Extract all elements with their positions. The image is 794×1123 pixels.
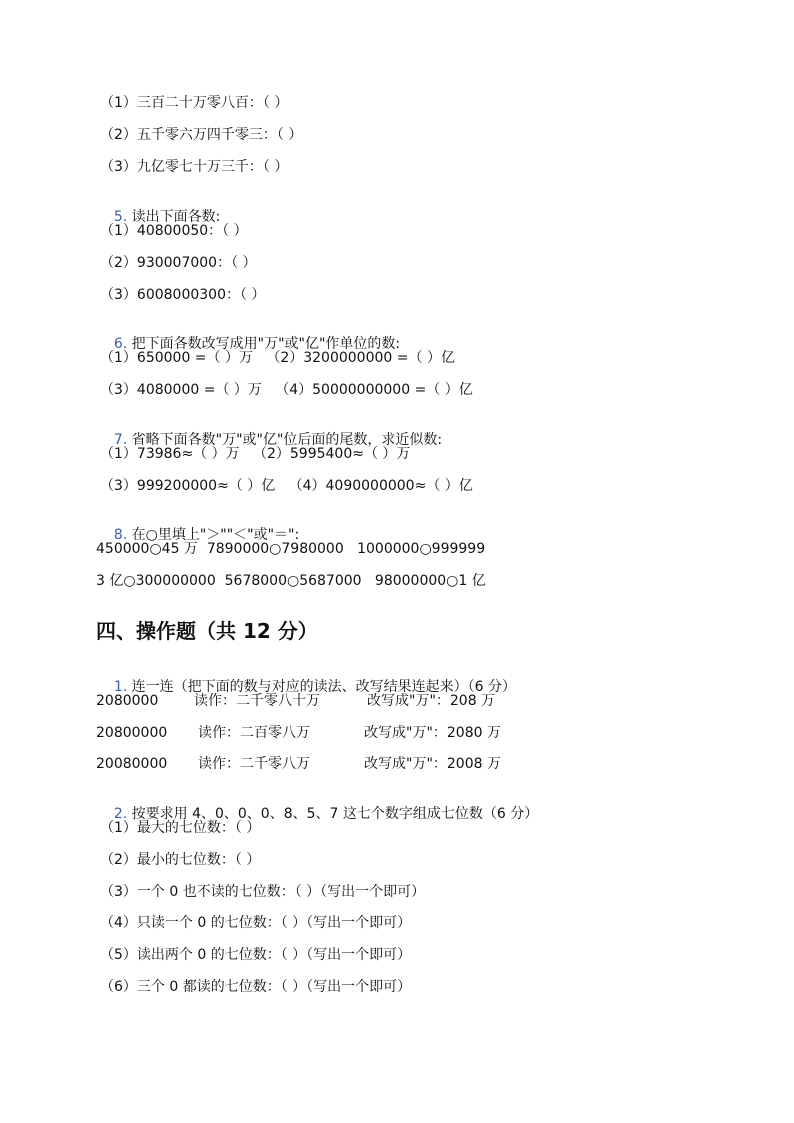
list-item: （2）最小的七位数：（ ） <box>100 852 261 868</box>
list-item: 3 亿○300000000 5678000○5687000 98000000○1 亿 <box>96 573 486 589</box>
reading-cell: 读作：二百零八万 <box>198 725 310 741</box>
list-item: （3）6008000300：（ ） <box>100 287 266 303</box>
list-item: （2）930007000：（ ） <box>100 255 257 271</box>
list-item: （1）40800050：（ ） <box>100 223 248 239</box>
question-number: 6. <box>113 336 128 352</box>
rewrite-cell: 改写成"万"：208 万 <box>367 693 496 709</box>
question-text: 在○里填上"＞""＜"或"＝": <box>131 527 300 543</box>
list-item: 450000○45 万 7890000○7980000 1000000○999999 <box>96 541 486 557</box>
number-cell: 2080000 <box>96 693 159 709</box>
list-item: （2）五千零六万四千零三：（ ） <box>100 127 303 143</box>
list-item: （3）一个 0 也不读的七位数：（ ）（写出一个即可） <box>100 884 426 900</box>
list-item: （3）999200000≈（ ）亿 （4）4090000000≈（ ）亿 <box>100 478 473 494</box>
list-item: （6）三个 0 都读的七位数：（ ）（写出一个即可） <box>100 979 412 995</box>
question-text: 把下面各数改写成用"万"或"亿"作单位的数: <box>131 336 401 352</box>
question-text: 省略下面各数"万"或"亿"位后面的尾数，求近似数: <box>131 432 443 448</box>
reading-cell: 读作：二千零八万 <box>198 756 310 772</box>
list-item: （4）只读一个 0 的七位数：（ ）（写出一个即可） <box>100 915 412 931</box>
question-number: 7. <box>113 432 128 448</box>
question-number: 5. <box>113 209 128 225</box>
question-text: 按要求用 4、0、0、0、8、5、7 这七个数字组成七位数（6 分） <box>131 806 539 822</box>
list-item: （1）650000 =（ ）万 （2）3200000000 =（ ）亿 <box>100 350 455 366</box>
list-item: （1）最大的七位数：（ ） <box>100 820 261 836</box>
number-cell: 20080000 <box>96 756 168 772</box>
question-number: 1. <box>113 679 128 695</box>
question-text: 读出下面各数: <box>131 209 221 225</box>
rewrite-cell: 改写成"万"：2080 万 <box>364 725 501 741</box>
list-item: （1）73986≈（ ）万 （2）5995400≈（ ）万 <box>100 446 411 462</box>
question-number: 8. <box>113 527 128 543</box>
question-text: 连一连（把下面的数与对应的读法、改写结果连起来）（6 分） <box>131 679 516 695</box>
list-item: （3）九亿零七十万三千：（ ） <box>100 159 289 175</box>
section-heading: 四、操作题（共 12 分） <box>96 619 318 643</box>
question-number: 2. <box>113 806 128 822</box>
list-item: （5）读出两个 0 的七位数：（ ）（写出一个即可） <box>100 947 412 963</box>
number-cell: 20800000 <box>96 725 168 741</box>
list-item: （3）4080000 =（ ）万 （4）50000000000 =（ ）亿 <box>100 382 473 398</box>
rewrite-cell: 改写成"万"：2008 万 <box>364 756 501 772</box>
list-item: （1）三百二十万零八百：（ ） <box>100 95 289 111</box>
reading-cell: 读作：二千零八十万 <box>194 693 320 709</box>
